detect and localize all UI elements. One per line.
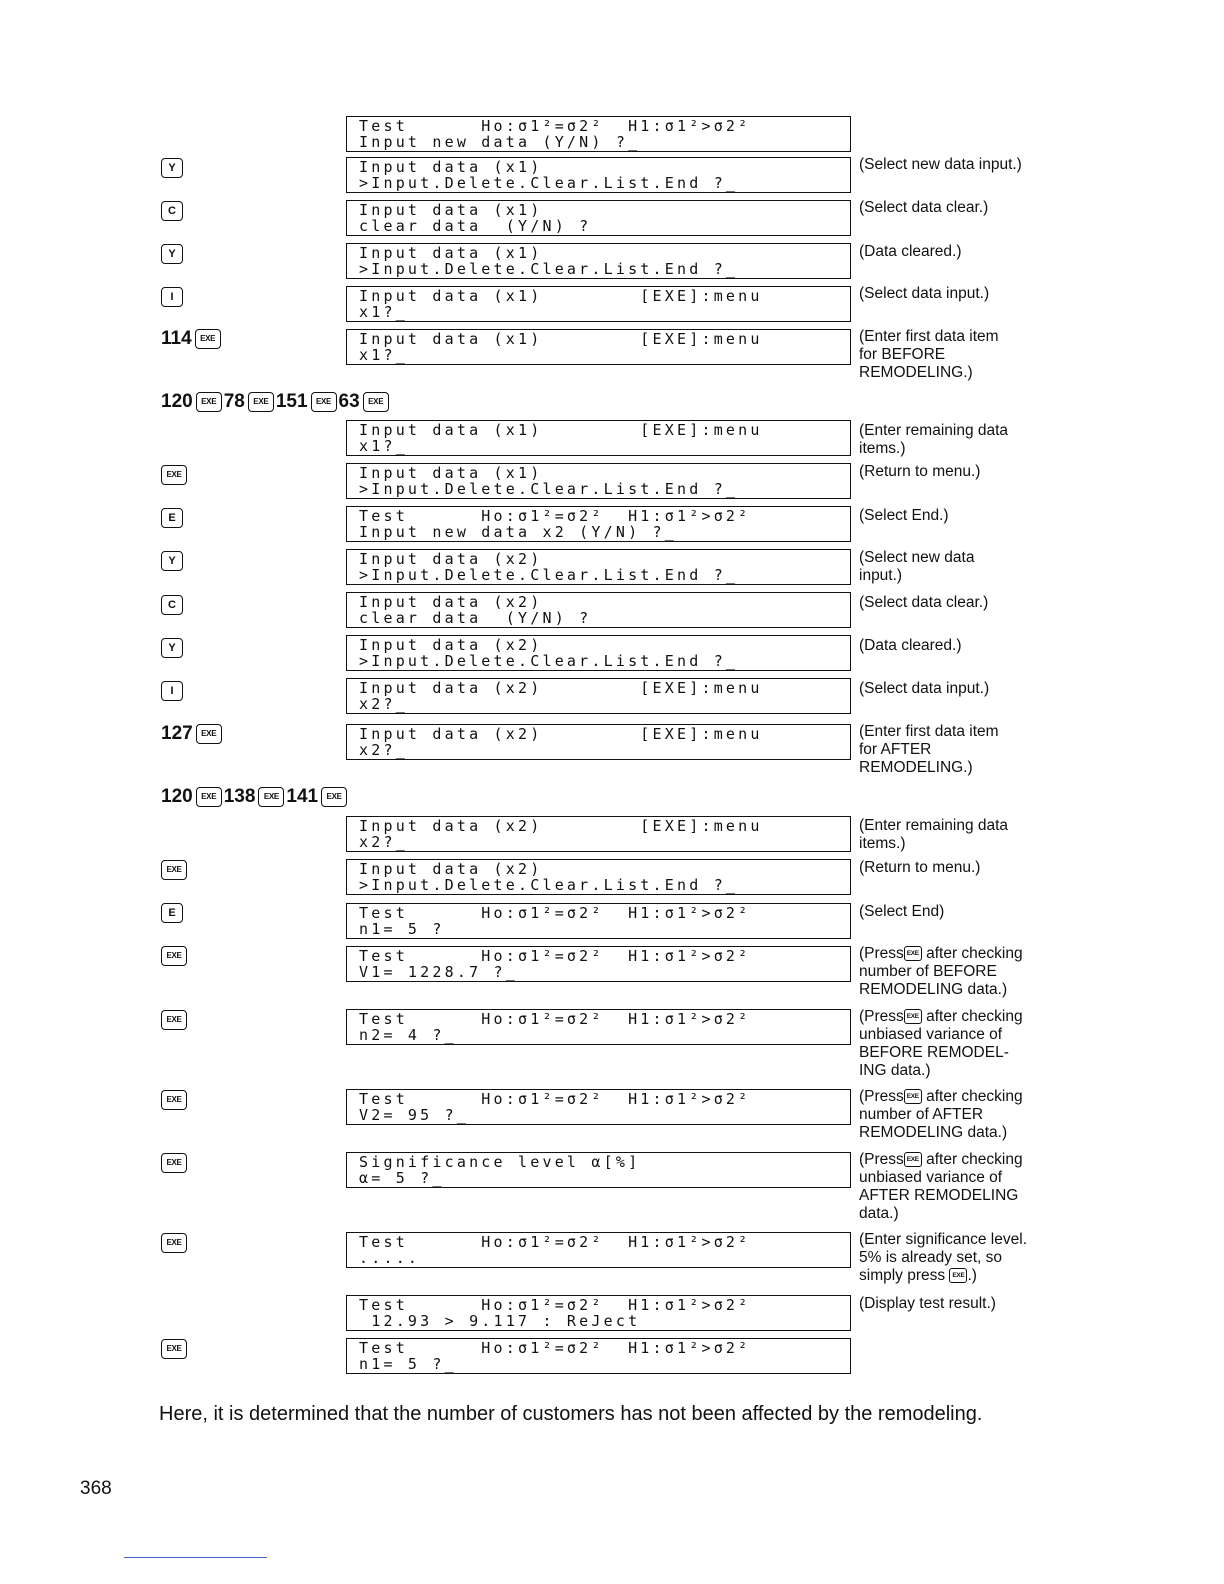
key-c: C	[161, 594, 183, 616]
key-c: C	[161, 200, 183, 222]
calculator-screen: Test Ho:σ1²=σ2² H1:σ1²>σ2² .....	[346, 1232, 851, 1268]
step-note: (Select new data input.)	[859, 549, 975, 584]
key-exe: EXE	[161, 945, 187, 967]
step-note: (Press EXE after checking unbiased variance of BEFORE REMODEL- ING data.)	[859, 1008, 1023, 1079]
page-number: 368	[80, 1478, 112, 1499]
calculator-screen: Input data (x2) >Input.Delete.Clear.List.End ?_	[346, 859, 851, 895]
step-note: (Press EXE after checking unbiased variance of AFTER REMODELING data.)	[859, 1151, 1023, 1222]
key-exe: EXE	[161, 1232, 187, 1254]
key-exe: EXE	[161, 859, 187, 881]
step-note: (Display test result.)	[859, 1295, 996, 1312]
step-note: (Enter remaining data items.)	[859, 422, 1009, 457]
calculator-screen: Input data (x2) [EXE]:menu x2?_	[346, 816, 851, 852]
calculator-screen: Test Ho:σ1²=σ2² H1:σ1²>σ2² n1= 5 ?_	[346, 1338, 851, 1374]
step-note: (Data cleared.)	[859, 243, 962, 260]
calculator-screen: Input data (x1) >Input.Delete.Clear.List.End ?_	[346, 157, 851, 193]
calculator-screen: Input data (x1) >Input.Delete.Clear.List.End ?_	[346, 243, 851, 279]
key-exe: EXE	[161, 1152, 187, 1174]
step-note: (Data cleared.)	[859, 637, 962, 654]
calculator-screen: Input data (x1) [EXE]:menu x1?_	[346, 286, 851, 322]
step-note: (Return to menu.)	[859, 859, 981, 876]
key-y: Y	[161, 157, 183, 179]
calculator-screen: Input data (x1) clear data (Y/N) ?	[346, 200, 851, 236]
calculator-screen: Test Ho:σ1²=σ2² H1:σ1²>σ2² V1= 1228.7 ?_	[346, 946, 851, 982]
calculator-screen: Input data (x1) [EXE]:menu x1?_	[346, 329, 851, 365]
step-note: (Select data input.)	[859, 285, 990, 302]
calculator-screen: Input data (x2) [EXE]:menu x2?_	[346, 678, 851, 714]
calculator-screen: Input data (x1) >Input.Delete.Clear.List.End ?_	[346, 463, 851, 499]
key-y: Y	[161, 243, 183, 265]
calculator-screen: Input data (x2) clear data (Y/N) ?	[346, 592, 851, 628]
key-exe: EXE	[161, 1089, 187, 1111]
step-note: (Select new data input.)	[859, 156, 1022, 173]
key-e: E	[161, 902, 183, 924]
key-sequence: 120 EXE 78 EXE 151 EXE 63 EXE	[161, 391, 391, 413]
key-e: E	[161, 507, 183, 529]
step-note: (Return to menu.)	[859, 463, 981, 480]
step-note: (Press EXE after checking number of AFTER REMODELING data.)	[859, 1088, 1023, 1141]
calculator-screen: Test Ho:σ1²=σ2² H1:σ1²>σ2² 12.93 > 9.117 : ReJect	[346, 1295, 851, 1331]
step-note: (Select End.)	[859, 507, 949, 524]
calculator-screen: Input data (x2) >Input.Delete.Clear.List.End ?_	[346, 549, 851, 585]
calculator-screen: Test Ho:σ1²=σ2² H1:σ1²>σ2² Input new data (Y/N) ?_	[346, 116, 851, 152]
key-exe: EXE	[161, 464, 187, 486]
step-note: (Select data input.)	[859, 680, 990, 697]
exe-key: EXE	[904, 946, 922, 961]
step-note: (Enter significance level. 5% is already set, so simply press EXE .)	[859, 1231, 1027, 1284]
step-note: (Enter first data item for AFTER REMODELING.)	[859, 723, 999, 776]
step-note: (Select data clear.)	[859, 594, 989, 611]
key-sequence: 127 EXE	[161, 723, 224, 745]
key-exe: EXE	[161, 1009, 187, 1031]
key-y: Y	[161, 637, 183, 659]
key-sequence: 120 EXE 138 EXE 141 EXE	[161, 786, 349, 808]
calculator-screen: Significance level α[%] α= 5 ?_	[346, 1152, 851, 1188]
key-sequence: 114 EXE	[161, 328, 223, 350]
step-note: (Select data clear.)	[859, 199, 989, 216]
exe-key: EXE	[904, 1089, 922, 1104]
key-i: I	[161, 680, 183, 702]
calculator-screen: Input data (x2) [EXE]:menu x2?_	[346, 724, 851, 760]
key-exe: EXE	[161, 1338, 187, 1360]
key-y: Y	[161, 550, 183, 572]
step-note: (Enter remaining data items.)	[859, 817, 1009, 852]
calculator-screen: Test Ho:σ1²=σ2² H1:σ1²>σ2² Input new data x2 (Y/N) ?_	[346, 506, 851, 542]
calculator-screen: Test Ho:σ1²=σ2² H1:σ1²>σ2² V2= 95 ?_	[346, 1089, 851, 1125]
step-note: (Press EXE after checking number of BEFORE REMODELING data.)	[859, 945, 1023, 998]
step-note: (Enter first data item for BEFORE REMODELING.)	[859, 328, 999, 381]
calculator-screen: Test Ho:σ1²=σ2² H1:σ1²>σ2² n1= 5 ?	[346, 903, 851, 939]
conclusion-text: Here, it is determined that the number of customers has not been affected by the remodeling.	[159, 1403, 983, 1425]
calculator-screen: Input data (x2) >Input.Delete.Clear.List.End ?_	[346, 635, 851, 671]
exe-key: EXE	[195, 329, 221, 349]
step-note: (Select End)	[859, 903, 945, 920]
footer-rule	[124, 1557, 267, 1558]
exe-key: EXE	[904, 1009, 922, 1024]
exe-key: EXE	[904, 1152, 922, 1167]
calculator-screen: Input data (x1) [EXE]:menu x1?_	[346, 420, 851, 456]
calculator-screen: Test Ho:σ1²=σ2² H1:σ1²>σ2² n2= 4 ?_	[346, 1009, 851, 1045]
key-i: I	[161, 286, 183, 308]
exe-key: EXE	[949, 1268, 967, 1283]
